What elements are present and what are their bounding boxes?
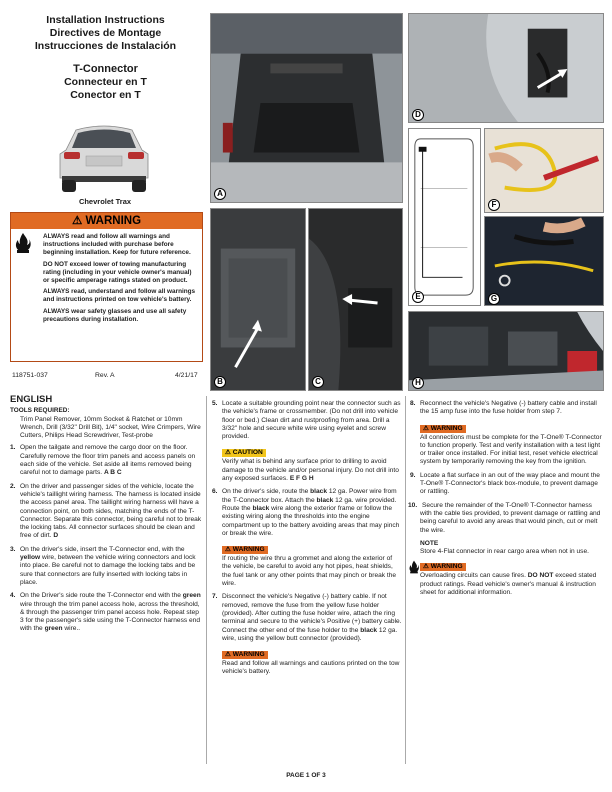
steps-list xyxy=(10,444,202,633)
step-3: 3. On the driver's side, insert the T-Connector end, with the yellow wire, between the vehicle wiring connectors and lock into place. Be careful not to damage the locking tabs and be sure that connectors are fully inserted with locking tabs in place. xyxy=(10,545,196,586)
trim-panel-image xyxy=(211,209,305,390)
step-text: On the driver's side, insert the T-Connector end, with the xyxy=(20,545,185,553)
steps-list xyxy=(212,400,402,441)
step-emph: black xyxy=(360,626,378,634)
steps-list xyxy=(212,488,402,538)
part-number: 118751-037 xyxy=(12,372,48,379)
step-refs: D xyxy=(53,532,59,540)
engine-bay-image xyxy=(409,312,603,390)
step-text: Disconnect the vehicle's Negative (-) battery cable. If not removed, remove the fuse from the yellow fuse holder (provided). After cutting the fuse holder wire, attach the ring terminal and secure to the vehicle's Positive (+) battery cable. Connect the other end of the fuse holder to the xyxy=(222,593,402,634)
step-2: 2. On the driver and passenger sides of the vehicle, locate the vehicle's taillight wiring harness. The harness is located inside the access panel area. The taillight wiring harness will have a connection point, on both sides, matching the ends of the T-Connector. Separate this connector, being careful not to break the locking tabs. All connector surfaces should be clean and free of dirt. D xyxy=(10,482,202,540)
step-text: wire along the exterior frame or follow the existing wiring along the thresholds into the engine compartment up to the battery avoiding areas that may pinch or break the wire. xyxy=(222,504,400,537)
step-text: On the driver and passenger sides of the vehicle, locate the vehicle's taillight wiring harness. The harness is located inside the access panel area. The taillight wiring harness will have a connection point, on both sides, matching the ends of the T-Connector. Separate this connector, being careful not to break the locking tabs. All connector surfaces should be clean and free of dirt. xyxy=(20,482,202,540)
step-refs: A B C xyxy=(103,469,122,477)
step-emph: black xyxy=(252,504,270,512)
warning-tag: ⚠ WARNING xyxy=(222,651,268,659)
photo-b xyxy=(210,208,306,391)
caution-block xyxy=(222,446,402,483)
step-text: 12 ga. wire, using the yellow butt connector (provided). xyxy=(222,626,398,642)
steps-list xyxy=(212,593,402,643)
warning-label: WARNING xyxy=(430,424,463,432)
warning-label: WARNING xyxy=(232,651,265,659)
warning-text: read and follow all warnings and instructions included with purchase before beginning installation. Keep for future reference. xyxy=(43,233,191,257)
warning-text: If routing the wire thru a grommet and along the exterior of the vehicle, be careful to avoid any hot pipes, heat shields, the fuel tank or any other points that may pinch or break the wire. xyxy=(222,555,397,588)
warning-emph: ALWAYS xyxy=(43,288,70,296)
warning-paragraph xyxy=(43,233,196,258)
photo-d xyxy=(408,13,604,123)
photo-g xyxy=(484,216,604,306)
title-fr: Directives de Montage xyxy=(49,27,162,39)
final-warning-block xyxy=(410,560,602,597)
page-number: PAGE 1 OF 3 xyxy=(286,772,326,779)
warning-text: wear safety glasses and use all safety precautions during installation. xyxy=(43,307,187,323)
column-divider xyxy=(405,396,406,764)
step-text: On the driver's side, route the xyxy=(222,488,311,496)
step-text: Locate a suitable grounding point near the connector such as the vehicle's frame or crossmember. (Do not drill into vehicle floor or bed.) Clean dirt and rustproofing from area. Drill a 3/32" hole and secure white wire using eyelet and screw provided. xyxy=(222,400,401,441)
warning-header: ⚠ WARNING xyxy=(11,213,202,229)
step-text: On the Driver's side route the T-Connector end with the xyxy=(20,592,183,600)
product-fr: Connecteur en T xyxy=(64,76,147,88)
cargo-area-image xyxy=(211,14,402,202)
title-block xyxy=(8,14,203,102)
wiring-harness-image xyxy=(409,14,603,122)
step-4: 4. On the Driver's side route the T-Connector end with the green wire through the trim panel access hole, across the threshold, & through the passenger trim panel access hole. Repeat step 3 for the passenger's side using the T-Connector harness end with the green wire.. xyxy=(10,592,201,633)
caution-label: CAUTION xyxy=(232,449,263,457)
warning-label: WARNING xyxy=(430,563,463,571)
access-panel-image xyxy=(309,209,402,390)
step-text: wire.. xyxy=(62,625,81,633)
warning-block xyxy=(222,648,402,677)
ring-terminal-image xyxy=(485,217,603,305)
warning-header-text: WARNING xyxy=(85,215,142,227)
step-text: wire through the trim panel access hole, across the threshold, & through the passenger trim panel access hole. Repeat step 3 for the passenger's side using the T-Connector harness end with the xyxy=(20,600,201,633)
photo-h xyxy=(408,311,604,391)
photo-label-f: F xyxy=(488,199,500,211)
caution-tag: ⚠ CAUTION xyxy=(222,449,266,457)
column-english-3 xyxy=(410,400,602,597)
title-es: Instrucciones de Instalación xyxy=(34,40,177,52)
step-text: Locate a flat surface in an out of the way place and mount the T-One® T-Connector's black box-module, to prevent damage or rattling. xyxy=(420,471,600,496)
date: 4/21/17 xyxy=(175,372,198,379)
warning-block xyxy=(222,543,402,588)
warning-emph: DO NOT xyxy=(527,572,554,580)
warning-tag: ⚠ WARNING xyxy=(420,563,466,571)
step-10: 10. Secure the remainder of the T-One® T-Connector harness with the cable ties provided, to prevent damage or rattling and being careful to avoid any areas that would pinch, cut or melt the wire. xyxy=(408,501,601,534)
photo-label-d: D xyxy=(412,109,424,121)
caution-body: Verify what is behind any surface prior to drilling to avoid damage to the vehicle and/or personal injury. Do not drill into any exposed surfaces. xyxy=(222,458,399,483)
step-emph: black xyxy=(310,488,327,496)
caution-text xyxy=(222,458,402,483)
step-7: 7. Disconnect the vehicle's Negative (-) battery cable. If not removed, remove the fuse from the yellow fuse holder (provided). After cutting the fuse holder wire, attach the ring terminal and secure to the vehicle's Positive (+) battery cable. Connect the other end of the fuse holder to the black 12 ga. wire, using the yellow butt connector (provided). xyxy=(212,593,402,642)
fire-hand-icon xyxy=(408,560,420,574)
warning-box xyxy=(10,212,203,362)
caution-refs: E F G H xyxy=(289,475,314,483)
photo-label-h: H xyxy=(412,377,424,389)
revision: Rev. A xyxy=(95,372,115,379)
warning-emph: ALWAYS xyxy=(43,307,70,315)
warning-body: exceed stated product ratings. Read vehicle's owner's manual & instruction sheet for additional information. xyxy=(420,572,597,597)
photo-e xyxy=(408,128,481,306)
note-text: Store 4-Flat connector in rear cargo area when not in use. xyxy=(420,548,589,556)
step-text: 12 ga. wire provided. Route the xyxy=(222,496,397,512)
note-block xyxy=(420,540,602,557)
step-emph: black xyxy=(316,496,334,504)
warning-text: read, understand and follow all warnings and instructions printed on tow vehicle's battery. xyxy=(43,288,196,304)
tools-list: Trim Panel Remover, 10mm Socket & Ratchet or 10mm Wrench, Drill (3/32" Drill Bit), 1/4" socket, Wire Crimpers, Wire Cutters, Philips Head Screwdriver, Test-probe xyxy=(20,415,201,440)
warning-text: exceed lower of towing manufacturing rating (including in your vehicle owner's manual) or specific amperage ratings stated on product. xyxy=(43,260,192,285)
fire-hand-icon xyxy=(14,232,32,254)
photo-label-b: B xyxy=(214,376,226,388)
section-heading: ENGLISH xyxy=(10,394,53,405)
warning-label: WARNING xyxy=(232,546,265,554)
warning-emph: DO NOT xyxy=(43,260,68,268)
column-divider xyxy=(206,396,207,764)
photo-label-e: E xyxy=(412,291,424,303)
warning-tag: ⚠ WARNING xyxy=(222,546,268,554)
step-emph: green xyxy=(182,592,201,600)
warning-block xyxy=(420,422,602,467)
column-english-1 xyxy=(10,396,202,639)
warning-paragraph xyxy=(43,288,196,304)
routing-diagram-image xyxy=(409,129,480,305)
vehicle-caption: Chevrolet Trax xyxy=(78,197,132,206)
warning-paragraph xyxy=(43,308,196,324)
photo-c xyxy=(308,208,403,391)
warning-text: All connections must be complete for the T-One® T-Connector to function properly. Test and verify installation with a test light or trailer once installed. For initial test, reset vehicle electrical system by temporarily removing the key from the ignition. xyxy=(420,433,602,466)
step-5: 5. Locate a suitable grounding point near the connector such as the vehicle's frame or crossmember. (Do not drill into vehicle floor or bed.) Clean dirt and rustproofing from area. Drill a 3/32" hole and secure white wire using eyelet and screw provided. xyxy=(212,400,401,441)
step-text: 12 ga. Power wire from the T-Connector box. Attach the xyxy=(222,488,397,504)
note-label: NOTE xyxy=(420,539,439,547)
product-en: T-Connector xyxy=(73,63,138,75)
warning-tag: ⚠ WARNING xyxy=(420,425,466,433)
step-8: 8. Reconnect the vehicle's Negative (-) battery cable and install the 15 amp fuse into the fuse holder from step 7. xyxy=(410,400,597,416)
warning-text: Read and follow all warnings and cautions printed on the tow vehicle's battery. xyxy=(222,660,400,676)
step-emph: green xyxy=(44,625,63,633)
warning-emph: ALWAYS xyxy=(43,233,70,240)
fuse-holder-image xyxy=(485,129,603,212)
steps-list xyxy=(410,400,602,417)
photo-label-a: A xyxy=(214,188,226,200)
step-text: Secure the remainder of the T-One® T-Connector harness with the cable ties provided, to prevent damage or rattling and being careful to avoid any areas that would pinch, cut or melt the wire. xyxy=(420,501,601,534)
photo-label-g: G xyxy=(488,293,500,305)
photo-a xyxy=(210,13,403,203)
step-9: 9. Locate a flat surface in an out of the way place and mount the T-One® T-Connector's black box-module, to prevent damage or rattling. xyxy=(410,471,600,496)
vehicle-photo xyxy=(48,120,160,194)
steps-list xyxy=(410,472,602,535)
photo-label-c: C xyxy=(312,376,324,388)
step-emph: yellow xyxy=(20,554,41,562)
step-text: Open the tailgate and remove the cargo door on the floor. Carefully remove the floor trim panels and access panels on each side of the vehicle. Set aside all items removed being careful not to damage parts. xyxy=(20,444,196,477)
title-en: Installation Instructions xyxy=(46,14,165,26)
product-es: Conector en T xyxy=(70,89,141,101)
warning-text xyxy=(420,572,602,597)
step-1: 1. Open the tailgate and remove the cargo door on the floor. Carefully remove the floor trim panels and access panels on each side of the vehicle. Set aside all items removed being careful not to damage parts. A B C xyxy=(10,444,196,477)
warning-body xyxy=(11,229,202,324)
step-text: Reconnect the vehicle's Negative (-) battery cable and install the 15 amp fuse into the fuse holder from step 7. xyxy=(420,400,597,416)
tools-label: TOOLS REQUIRED: xyxy=(10,407,70,415)
warning-body: Overloading circuits can cause fires. xyxy=(420,572,528,580)
warning-paragraph xyxy=(43,261,196,286)
photo-f xyxy=(484,128,604,213)
step-text: wire, between the vehicle wiring connectors and lock into place. Be careful not to damage the locking tabs and be sure that connectors are fully inserted with locking tabs in place. xyxy=(20,554,196,586)
column-english-2 xyxy=(212,400,402,677)
step-6: 6. On the driver's side, route the black 12 ga. Power wire from the T-Connector box. Attach the black 12 ga. wire provided. Route the black wire along the exterior frame or follow the existing wiring along the thresholds into the engine compartment up to the battery avoiding areas that may pinch or break the wire. xyxy=(212,488,400,537)
